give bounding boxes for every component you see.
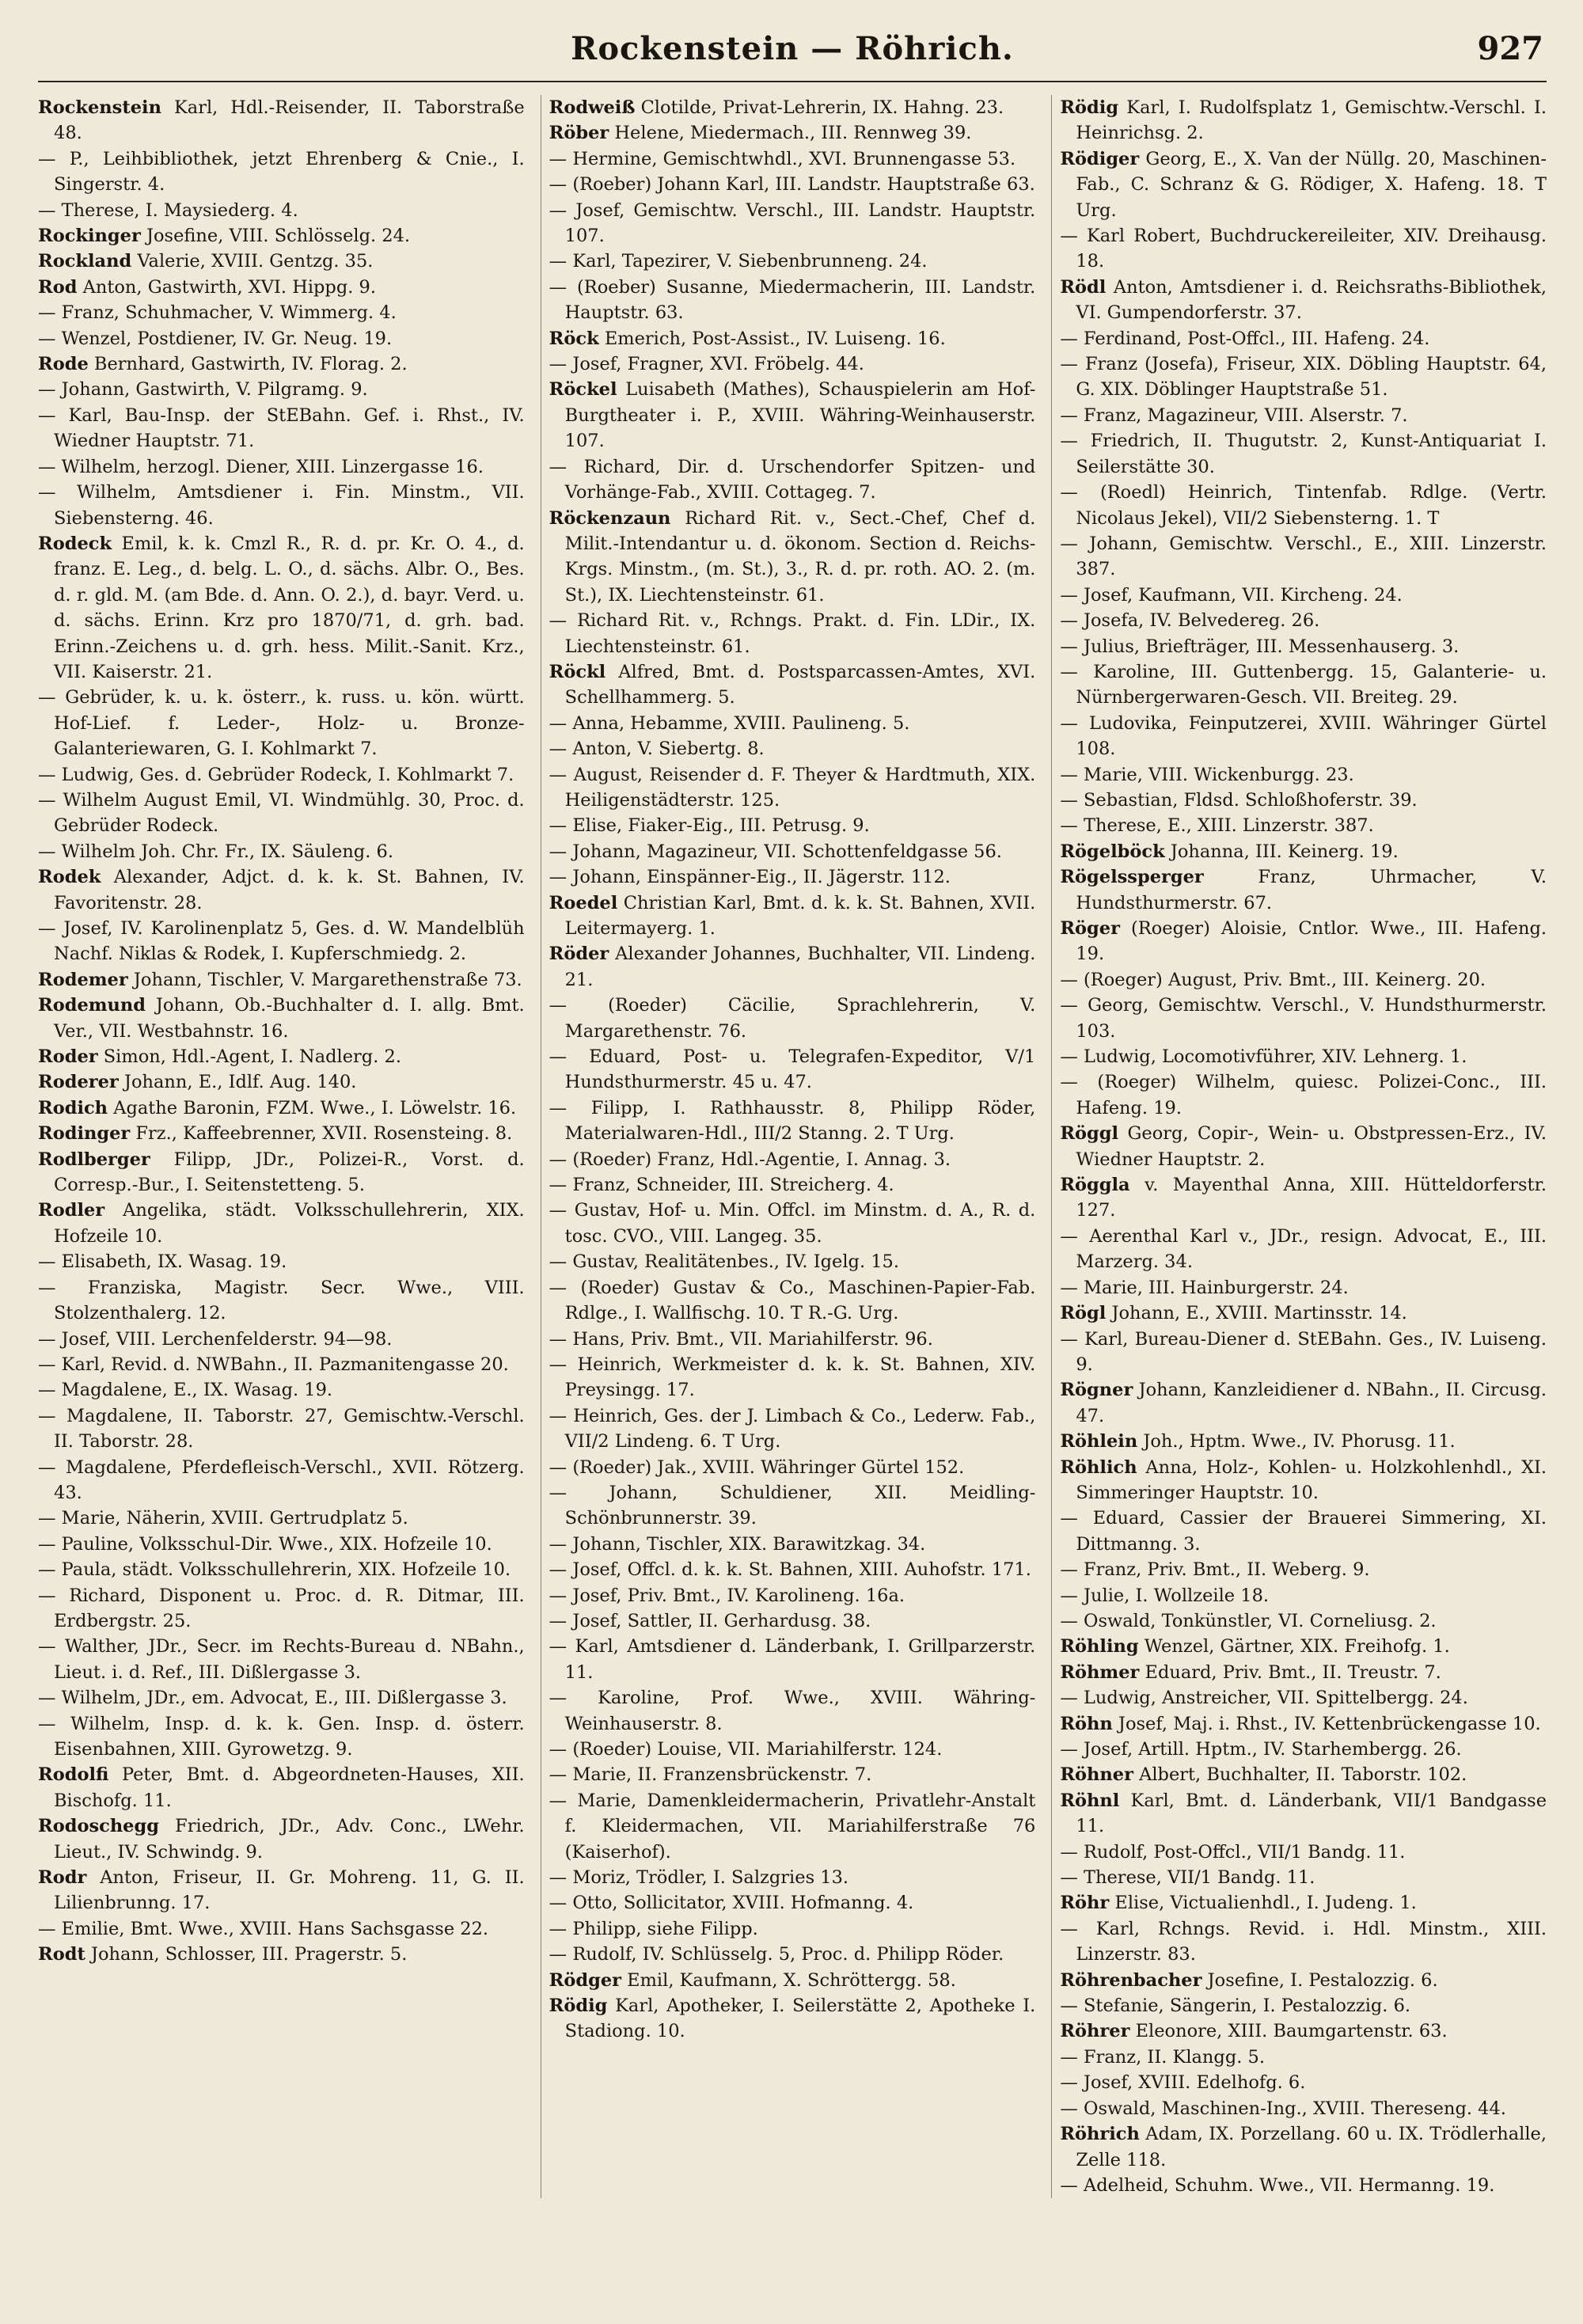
directory-entry: Rodek Alexander, Adjct. d. k. k. St. Bahnen, IV. Favoritenstr. 28. xyxy=(38,867,525,913)
directory-entry: — Ferdinand, Post-Offcl., III. Hafeng. 24. xyxy=(1060,328,1430,349)
directory-entry: — Marie, VIII. Wickenburgg. 23. xyxy=(1060,764,1354,785)
directory-entry: Rodt Johann, Schlosser, III. Pragerstr. 5. xyxy=(38,1944,408,1965)
entry-surname: Röhling xyxy=(1060,1636,1139,1658)
directory-entry: Rodich Agathe Baronin, FZM. Wwe., I. Löwelstr. 16. xyxy=(38,1097,517,1118)
directory-entry: — Karoline, III. Guttenbergg. 15, Galanterie- u. Nürnbergerwaren-Gesch. VII. Breiteg. 29. xyxy=(1060,661,1547,708)
entry-surname: Rodemund xyxy=(38,995,146,1016)
directory-entry: Rodolfi Peter, Bmt. d. Abgeordneten-Hauses, XII. Bischofg. 11. xyxy=(38,1764,525,1811)
directory-entry: — Therese, E., XIII. Linzerstr. 387. xyxy=(1060,815,1374,837)
directory-entry: — Wilhelm, JDr., em. Advocat, E., III. Dißlergasse 3. xyxy=(38,1688,507,1709)
column-2 xyxy=(541,95,1036,2198)
directory-entry: — Therese, I. Maysiederg. 4. xyxy=(38,199,298,221)
directory-entry: — Karl, Bureau-Diener d. StEBahn. Ges., IV. Luiseng. 9. xyxy=(1060,1328,1547,1375)
entry-surname: Röber xyxy=(549,123,609,144)
directory-entry: Röhlein Joh., Hptm. Wwe., IV. Phorusg. 11. xyxy=(1060,1431,1456,1452)
directory-entry: — Franz, Schneider, III. Streicherg. 4. xyxy=(549,1175,894,1196)
directory-entry: Rögl Johann, E., XVIII. Martinsstr. 14. xyxy=(1060,1303,1407,1324)
entry-surname: Rodlberger xyxy=(38,1149,150,1170)
directory-entry: — (Roeder) Gustav & Co., Maschinen-Papier-Fab. Rdlge., I. Wallfischg. 10. T R.-G. Urg. xyxy=(549,1277,1036,1324)
entry-surname: Röhnl xyxy=(1060,1790,1120,1811)
directory-entry: — Eduard, Cassier der Brauerei Simmering, XI. Dittmanng. 3. xyxy=(1060,1508,1547,1555)
directory-entry: — Heinrich, Werkmeister d. k. k. St. Bahnen, XIV. Preysingg. 17. xyxy=(549,1354,1036,1401)
directory-entry: Roder Simon, Hdl.-Agent, I. Nadlerg. 2. xyxy=(38,1046,401,1068)
entry-surname: Rodler xyxy=(38,1200,105,1221)
entry-surname: Röck xyxy=(549,328,599,349)
directory-entry: — Josef, Offcl. d. k. k. St. Bahnen, XIII. Auhofstr. 171. xyxy=(549,1559,1031,1581)
directory-entry: — August, Reisender d. F. Theyer & Hardtmuth, XIX. Heiligenstädterstr. 125. xyxy=(549,764,1036,811)
directory-entry: Rodemund Johann, Ob.-Buchhalter d. I. allg. Bmt. Ver., VII. Westbahnstr. 16. xyxy=(38,995,525,1042)
directory-entry: Roedel Christian Karl, Bmt. d. k. k. St. Bahnen, XVII. Leitermayerg. 1. xyxy=(549,892,1036,939)
directory-entry: — Ludovika, Feinputzerei, XVIII. Währinger Gürtel 108. xyxy=(1060,712,1547,760)
directory-entry: — Aerenthal Karl v., JDr., resign. Advocat, E., III. Marzerg. 34. xyxy=(1060,1225,1547,1273)
directory-entry: — Franziska, Magistr. Secr. Wwe., VIII. Stolzenthalerg. 12. xyxy=(38,1277,525,1324)
directory-entry: Rockenstein Karl, Hdl.-Reisender, II. Taborstraße 48. xyxy=(38,97,525,144)
directory-entry: — Johann, Schuldiener, XII. Meidling-Schönbrunnerstr. 39. xyxy=(549,1482,1036,1529)
entry-surname: Röger xyxy=(1060,918,1120,939)
directory-entry: — Franz, Schuhmacher, V. Wimmerg. 4. xyxy=(38,302,397,324)
directory-entry: — Josef, Artill. Hptm., IV. Starhembergg. 26. xyxy=(1060,1739,1462,1760)
directory-entry: Rögner Johann, Kanzleidiener d. NBahn., II. Circusg. 47. xyxy=(1060,1380,1547,1426)
directory-entry: — Adelheid, Schuhm. Wwe., VII. Hermanng. 19. xyxy=(1060,2174,1495,2196)
directory-entry: — Johann, Gemischtw. Verschl., E., XIII. Linzerstr. 387. xyxy=(1060,533,1547,580)
directory-entry: Rodinger Frz., Kaffeebrenner, XVII. Rosensteing. 8. xyxy=(38,1123,513,1145)
directory-entry: — Magdalene, Pferdefleisch-Verschl., XVII. Rötzerg. 43. xyxy=(38,1456,525,1503)
directory-entry: — Franz, II. Klangg. 5. xyxy=(1060,2046,1265,2068)
entry-surname: Rodt xyxy=(38,1944,85,1965)
directory-entry: — (Roeber) Susanne, Miedermacherin, III. Landstr. Hauptstr. 63. xyxy=(549,276,1036,324)
directory-entry: — Moriz, Trödler, I. Salzgries 13. xyxy=(549,1867,849,1889)
directory-entry: — Emilie, Bmt. Wwe., XVIII. Hans Sachsgasse 22. xyxy=(38,1918,489,1939)
entry-columns xyxy=(38,95,1547,2198)
directory-entry: — Josef, Fragner, XVI. Fröbelg. 44. xyxy=(549,354,864,375)
directory-entry: Röhr Elise, Victualienhdl., I. Judeng. 1. xyxy=(1060,1893,1417,1914)
entry-surname: Röhrich xyxy=(1060,2124,1140,2145)
directory-entry: — Wilhelm August Emil, VI. Windmühlg. 30, Proc. d. Gebrüder Rodeck. xyxy=(38,789,525,837)
directory-entry: — Friedrich, II. Thugutstr. 2, Kunst-Antiquariat I. Seilerstätte 30. xyxy=(1060,431,1547,477)
directory-entry: — Franz, Magazineur, VIII. Alserstr. 7. xyxy=(1060,404,1408,426)
entry-surname: Rödger xyxy=(549,1969,622,1991)
directory-entry: — Sebastian, Fldsd. Schloßhoferstr. 39. xyxy=(1060,789,1418,811)
entry-surname: Rödig xyxy=(549,1996,608,2017)
directory-entry: Röhrer Eleonore, XIII. Baumgartenstr. 63. xyxy=(1060,2021,1448,2042)
entry-surname: Rode xyxy=(38,354,89,375)
directory-entry: Röder Alexander Johannes, Buchhalter, VII. Lindeng. 21. xyxy=(549,944,1036,990)
directory-entry: — Wilhelm Joh. Chr. Fr., IX. Säuleng. 6. xyxy=(38,841,393,862)
directory-entry: Röhrich Adam, IX. Porzellang. 60 u. IX. Trödlerhalle, Zelle 118. xyxy=(1060,2124,1547,2170)
directory-entry: — (Roeger) August, Priv. Bmt., III. Keinerg. 20. xyxy=(1060,969,1486,990)
entry-surname: Rockenstein xyxy=(38,97,161,118)
directory-entry: Rodweiß Clotilde, Privat-Lehrerin, IX. Hahng. 23. xyxy=(549,97,1004,118)
directory-entry: — Marie, Damenkleidermacherin, Privatlehr-Anstalt f. Kleidermachen, VII. Mariahilferstraße 76 (Kaiserhof). xyxy=(549,1790,1036,1863)
directory-entry: — Elise, Fiaker-Eig., III. Petrusg. 9. xyxy=(549,815,870,837)
entry-surname: Röckel xyxy=(549,379,617,401)
directory-entry: — Filipp, I. Rathhausstr. 8, Philipp Röder, Materialwaren-Hdl., III/2 Stanng. 2. T Urg. xyxy=(549,1097,1036,1145)
entry-surname: Rodemer xyxy=(38,969,128,990)
directory-entry: — Hans, Priv. Bmt., VII. Mariahilferstr. 96. xyxy=(549,1328,933,1350)
entry-surname: Rod xyxy=(38,276,78,298)
entry-surname: Röckenzaun xyxy=(549,507,671,529)
directory-entry: Röber Helene, Miedermach., III. Rennweg 39. xyxy=(549,123,972,144)
directory-entry: — Josef, IV. Karolinenplatz 5, Ges. d. W. Mandelblüh Nachf. Niklas & Rodek, I. Kupferschmiedg. 2. xyxy=(38,918,525,965)
directory-entry: — Paula, städt. Volksschullehrerin, XIX. Hofzeile 10. xyxy=(38,1559,511,1581)
entry-surname: Röhn xyxy=(1060,1713,1113,1734)
directory-entry: Röckenzaun Richard Rit. v., Sect.-Chef, Chef d. Milit.-Intendantur u. d. ökonom. Section d. Reichs-Krgs. Minstm., (m. St.), 3., R. d. pr. roth. AO. 2. (m. St.), IX. Liechtensteinstr. 61. xyxy=(549,507,1036,606)
entry-surname: Rockland xyxy=(38,251,132,272)
entry-surname: Rögelböck xyxy=(1060,841,1165,862)
entry-surname: Rodeck xyxy=(38,533,112,554)
entry-surname: Röhlich xyxy=(1060,1456,1137,1478)
entry-surname: Roderer xyxy=(38,1072,119,1093)
entry-surname: Rodich xyxy=(38,1097,108,1118)
directory-entry: — Johann, Einspänner-Eig., II. Jägerstr. 112. xyxy=(549,867,951,888)
directory-entry: — Marie, III. Hainburgerstr. 24. xyxy=(1060,1277,1349,1298)
directory-entry: — Richard Rit. v., Rchngs. Prakt. d. Fin. LDir., IX. Liechtensteinstr. 61. xyxy=(549,610,1036,657)
directory-entry: — Anton, V. Siebertg. 8. xyxy=(549,739,765,760)
directory-entry: Rögelböck Johanna, III. Keinerg. 19. xyxy=(1060,841,1399,862)
directory-entry: — Josefa, IV. Belvedereg. 26. xyxy=(1060,610,1320,632)
entry-surname: Rödiger xyxy=(1060,148,1140,169)
column-3 xyxy=(1051,95,1547,2198)
directory-entry: Röckel Luisabeth (Mathes), Schauspielerin am Hof-Burgtheater i. P., XVIII. Währing-Weinhauserstr. 107. xyxy=(549,379,1036,452)
directory-entry: — Wilhelm, Amtsdiener i. Fin. Minstm., VII. Siebensterng. 46. xyxy=(38,482,525,529)
directory-entry: Röck Emerich, Post-Assist., IV. Luiseng. 16. xyxy=(549,328,946,349)
directory-entry: — Ludwig, Locomotivführer, XIV. Lehnerg. 1. xyxy=(1060,1046,1467,1068)
entry-surname: Röckl xyxy=(549,661,606,682)
directory-entry: — Richard, Disponent u. Proc. d. R. Ditmar, III. Erdbergstr. 25. xyxy=(38,1585,525,1631)
directory-entry: — Stefanie, Sängerin, I. Pestalozzig. 6. xyxy=(1060,1996,1411,2017)
directory-entry: — Marie, II. Franzensbrückenstr. 7. xyxy=(549,1764,872,1786)
directory-entry: — Johann, Magazineur, VII. Schottenfeldgasse 56. xyxy=(549,841,1002,862)
directory-entry: — Wenzel, Postdiener, IV. Gr. Neug. 19. xyxy=(38,328,393,349)
directory-entry: — (Roeder) Franz, Hdl.-Agentie, I. Annag. 3. xyxy=(549,1149,951,1170)
directory-entry: Rockland Valerie, XVIII. Gentzg. 35. xyxy=(38,251,374,272)
directory-entry: — Johann, Tischler, XIX. Barawitzkag. 34. xyxy=(549,1533,926,1555)
directory-entry: — (Roeder) Jak., XVIII. Währinger Gürtel 152. xyxy=(549,1456,965,1478)
entry-surname: Rodinger xyxy=(38,1123,131,1145)
entry-surname: Röhrer xyxy=(1060,2021,1130,2042)
directory-entry: Röhling Wenzel, Gärtner, XIX. Freihofg. 1. xyxy=(1060,1636,1450,1658)
running-title: Rockenstein — Röhrich. xyxy=(571,30,1014,67)
directory-entry: Rodemer Johann, Tischler, V. Margarethenstraße 73. xyxy=(38,969,522,990)
entry-surname: Röggl xyxy=(1060,1123,1119,1145)
entry-surname: Röhr xyxy=(1060,1893,1110,1914)
entry-surname: Röggla xyxy=(1060,1175,1130,1196)
page-number: 927 xyxy=(1477,30,1543,67)
directory-entry: — Johann, Gastwirth, V. Pilgramg. 9. xyxy=(38,379,368,401)
entry-surname: Röhner xyxy=(1060,1764,1133,1786)
column-1 xyxy=(38,95,525,2198)
directory-entry: — Pauline, Volksschul-Dir. Wwe., XIX. Hofzeile 10. xyxy=(38,1533,492,1555)
directory-entry: — Josef, Kaufmann, VII. Kircheng. 24. xyxy=(1060,584,1403,606)
directory-entry: Rode Bernhard, Gastwirth, IV. Florag. 2. xyxy=(38,354,408,375)
directory-entry: Rödger Emil, Kaufmann, X. Schröttergg. 58. xyxy=(549,1969,956,1991)
entry-surname: Röhrenbacher xyxy=(1060,1969,1202,1991)
directory-entry: — Rudolf, IV. Schlüsselg. 5, Proc. d. Philipp Röder. xyxy=(549,1944,1004,1965)
directory-entry: — Karl, Revid. d. NWBahn., II. Pazmanitengasse 20. xyxy=(38,1354,509,1375)
directory-entry: — Therese, VII/1 Bandg. 11. xyxy=(1060,1867,1315,1889)
directory-entry: — (Roeder) Louise, VII. Mariahilferstr. 124. xyxy=(549,1739,943,1760)
directory-entry: — Gustav, Realitätenbes., IV. Igelg. 15. xyxy=(549,1251,900,1273)
directory-entry: Röhlich Anna, Holz-, Kohlen- u. Holzkohlenhdl., XI. Simmeringer Hauptstr. 10. xyxy=(1060,1456,1547,1503)
directory-entry: Rodlberger Filipp, JDr., Polizei-R., Vorst. d. Corresp.-Bur., I. Seitenstetteng. 5. xyxy=(38,1149,525,1196)
directory-entry: Röhner Albert, Buchhalter, II. Taborstr. 102. xyxy=(1060,1764,1467,1786)
directory-entry: — Karl Robert, Buchdruckereileiter, XIV. Dreihausg. 18. xyxy=(1060,226,1547,272)
directory-entry: — Oswald, Tonkünstler, VI. Corneliusg. 2. xyxy=(1060,1610,1437,1631)
directory-entry: — Magdalene, II. Taborstr. 27, Gemischtw.-Verschl. II. Taborstr. 28. xyxy=(38,1405,525,1452)
entry-surname: Roder xyxy=(38,1046,98,1068)
directory-entry: Röhrenbacher Josefine, I. Pestalozzig. 6. xyxy=(1060,1969,1438,1991)
directory-entry: Röhn Josef, Maj. i. Rhst., IV. Kettenbrückengasse 10. xyxy=(1060,1713,1541,1734)
directory-entry: — (Roedl) Heinrich, Tintenfab. Rdlge. (Vertr. Nicolaus Jekel), VII/2 Siebensterng. 1. T xyxy=(1060,482,1547,529)
directory-entry: Röhmer Eduard, Priv. Bmt., II. Treustr. 7. xyxy=(1060,1661,1441,1683)
directory-entry: — Karl, Amtsdiener d. Länderbank, I. Grillparzerstr. 11. xyxy=(549,1636,1036,1683)
directory-entry: — Anna, Hebamme, XVIII. Paulineng. 5. xyxy=(549,712,910,734)
entry-surname: Rögl xyxy=(1060,1303,1107,1324)
entry-surname: Rodweiß xyxy=(549,97,636,118)
directory-entry: — Marie, Näherin, XVIII. Gertrudplatz 5. xyxy=(38,1508,408,1529)
directory-entry: — Julie, I. Wollzeile 18. xyxy=(1060,1585,1270,1606)
directory-entry: — Karl, Tapezirer, V. Siebenbrunneng. 24. xyxy=(549,251,928,272)
directory-entry: — Karl, Bau-Insp. der StEBahn. Gef. i. Rhst., IV. Wiedner Hauptstr. 71. xyxy=(38,404,525,452)
entry-surname: Rödig xyxy=(1060,97,1119,118)
directory-entry: — Josef, Priv. Bmt., IV. Karolineng. 16a. xyxy=(549,1585,905,1606)
directory-entry: — Elisabeth, IX. Wasag. 19. xyxy=(38,1251,287,1273)
directory-entry: — Wilhelm, herzogl. Diener, XIII. Linzergasse 16. xyxy=(38,456,484,477)
entry-surname: Röder xyxy=(549,944,609,965)
directory-entry: Rödig Karl, I. Rudolfsplatz 1, Gemischtw.-Verschl. I. Heinrichsg. 2. xyxy=(1060,97,1547,144)
directory-entry: — (Roeger) Wilhelm, quiesc. Polizei-Conc., III. Hafeng. 19. xyxy=(1060,1072,1547,1118)
directory-entry: — Ludwig, Ges. d. Gebrüder Rodeck, I. Kohlmarkt 7. xyxy=(38,764,514,785)
directory-entry: — Wilhelm, Insp. d. k. k. Gen. Insp. d. österr. Eisenbahnen, XIII. Gyrowetzg. 9. xyxy=(38,1713,525,1760)
page-header xyxy=(38,22,1547,82)
directory-entry: — Heinrich, Ges. der J. Limbach & Co., Lederw. Fab., VII/2 Lindeng. 6. T Urg. xyxy=(549,1405,1036,1452)
directory-entry: — Josef, Sattler, II. Gerhardusg. 38. xyxy=(549,1610,871,1631)
directory-entry: — Franz (Josefa), Friseur, XIX. Döbling Hauptstr. 64, G. XIX. Döblinger Hauptstraße 51. xyxy=(1060,354,1547,401)
directory-entry: — Franz, Priv. Bmt., II. Weberg. 9. xyxy=(1060,1559,1370,1581)
directory-entry: — Josef, VIII. Lerchenfelderstr. 94—98. xyxy=(38,1328,393,1350)
directory-entry: — Gebrüder, k. u. k. österr., k. russ. u. kön. württ. Hof-Lief. f. Leder-, Holz- u. Bronze-Galanteriewaren, G. I. Kohlmarkt 7. xyxy=(38,687,525,760)
directory-entry: — Otto, Sollicitator, XVIII. Hofmanng. 4. xyxy=(549,1893,914,1914)
directory-entry: Rögelssperger Franz, Uhrmacher, V. Hundsthurmerstr. 67. xyxy=(1060,867,1547,913)
directory-entry: — (Roeber) Johann Karl, III. Landstr. Hauptstraße 63. xyxy=(549,174,1035,196)
directory-entry: Rodeck Emil, k. k. Cmzl R., R. d. pr. Kr. O. 4., d. franz. E. Leg., d. belg. L. O., d. sächs. Albr. O., Bes. d. r. gld. M. (am Bde. d. Ann. O. 2.), d. bayr. Verd. u. d. sächs. Erinn. Krz pro 1870/71, d. grh. bad. Erinn.-Zeichens u. d. grh. hess. Milit.-Sanit. Krz., VII. Kaiserstr. 21. xyxy=(38,533,525,682)
directory-entry: — Magdalene, E., IX. Wasag. 19. xyxy=(38,1380,333,1401)
directory-entry: Röger (Roeger) Aloisie, Cntlor. Wwe., III. Hafeng. 19. xyxy=(1060,918,1547,965)
directory-entry: Röggl Georg, Copir-, Wein- u. Obstpressen-Erz., IV. Wiedner Hauptstr. 2. xyxy=(1060,1123,1547,1170)
directory-entry: Rödiger Georg, E., X. Van der Nüllg. 20, Maschinen-Fab., C. Schranz & G. Rödiger, X. Hafeng. 18. T Urg. xyxy=(1060,148,1547,221)
directory-entry: — P., Leihbibliothek, jetzt Ehrenberg & Cnie., I. Singerstr. 4. xyxy=(38,148,525,196)
directory-entry: — Oswald, Maschinen-Ing., XVIII. Thereseng. 44. xyxy=(1060,2098,1506,2119)
directory-entry: — Rudolf, Post-Offcl., VII/1 Bandg. 11. xyxy=(1060,1841,1406,1863)
entry-surname: Röhlein xyxy=(1060,1431,1138,1452)
directory-entry: — Karoline, Prof. Wwe., XVIII. Währing-Weinhauserstr. 8. xyxy=(549,1688,1036,1734)
directory-entry: — Philipp, siehe Filipp. xyxy=(549,1918,758,1939)
directory-entry: Röhnl Karl, Bmt. d. Länderbank, VII/1 Bandgasse 11. xyxy=(1060,1790,1547,1837)
directory-entry: Rodr Anton, Friseur, II. Gr. Mohreng. 11, G. II. Lilienbrunng. 17. xyxy=(38,1867,525,1914)
entry-surname: Rodolfi xyxy=(38,1764,109,1786)
directory-entry: — Julius, Briefträger, III. Messenhauserg. 3. xyxy=(1060,636,1460,657)
entry-surname: Rodoschegg xyxy=(38,1816,159,1837)
entry-surname: Rodek xyxy=(38,867,101,888)
directory-entry: — Karl, Rchngs. Revid. i. Hdl. Minstm., XIII. Linzerstr. 83. xyxy=(1060,1918,1547,1965)
directory-entry: Rödl Anton, Amtsdiener i. d. Reichsraths-Bibliothek, VI. Gumpendorferstr. 37. xyxy=(1060,276,1547,324)
directory-entry: — Gustav, Hof- u. Min. Offcl. im Minstm. d. A., R. d. tosc. CVO., VIII. Langeg. 35. xyxy=(549,1200,1036,1247)
directory-entry: — Richard, Dir. d. Urschendorfer Spitzen- und Vorhänge-Fab., XVIII. Cottageg. 7. xyxy=(549,456,1036,503)
directory-entry: — Josef, XVIII. Edelhofg. 6. xyxy=(1060,2072,1306,2094)
entry-surname: Rodr xyxy=(38,1867,87,1889)
directory-entry: Roderer Johann, E., Idlf. Aug. 140. xyxy=(38,1072,357,1093)
entry-surname: Rögner xyxy=(1060,1380,1133,1401)
directory-entry: — Walther, JDr., Secr. im Rechts-Bureau d. NBahn., Lieut. i. d. Ref., III. Dißlergasse 3. xyxy=(38,1636,525,1683)
directory-entry: Rodler Angelika, städt. Volksschullehrerin, XIX. Hofzeile 10. xyxy=(38,1200,525,1247)
directory-entry: — Josef, Gemischtw. Verschl., III. Landstr. Hauptstr. 107. xyxy=(549,199,1036,247)
directory-entry: — Georg, Gemischtw. Verschl., V. Hundsthurmerstr. 103. xyxy=(1060,995,1547,1042)
directory-entry: Röckl Alfred, Bmt. d. Postsparcassen-Amtes, XVI. Schellhammerg. 5. xyxy=(549,661,1036,708)
directory-entry: Rockinger Josefine, VIII. Schlösselg. 24. xyxy=(38,226,411,247)
entry-surname: Röhmer xyxy=(1060,1661,1140,1683)
directory-entry: Rod Anton, Gastwirth, XVI. Hippg. 9. xyxy=(38,276,377,298)
directory-entry: Rödig Karl, Apotheker, I. Seilerstätte 2, Apotheke I. Stadiong. 10. xyxy=(549,1996,1036,2042)
directory-entry: — (Roeder) Cäcilie, Sprachlehrerin, V. Margarethenstr. 76. xyxy=(549,995,1036,1042)
directory-entry: — Ludwig, Anstreicher, VII. Spittelbergg. 24. xyxy=(1060,1688,1468,1709)
entry-surname: Rödl xyxy=(1060,276,1107,298)
entry-surname: Rögelssperger xyxy=(1060,867,1204,888)
directory-entry: Röggla v. Mayenthal Anna, XIII. Hütteldorferstr. 127. xyxy=(1060,1175,1547,1221)
entry-surname: Rockinger xyxy=(38,226,141,247)
directory-entry: — Eduard, Post- u. Telegrafen-Expeditor, V/1 Hundsthurmerstr. 45 u. 47. xyxy=(549,1046,1036,1093)
entry-surname: Roedel xyxy=(549,892,618,913)
directory-entry: Rodoschegg Friedrich, JDr., Adv. Conc., LWehr. Lieut., IV. Schwindg. 9. xyxy=(38,1816,525,1863)
directory-entry: — Hermine, Gemischtwhdl., XVI. Brunnengasse 53. xyxy=(549,148,1016,169)
